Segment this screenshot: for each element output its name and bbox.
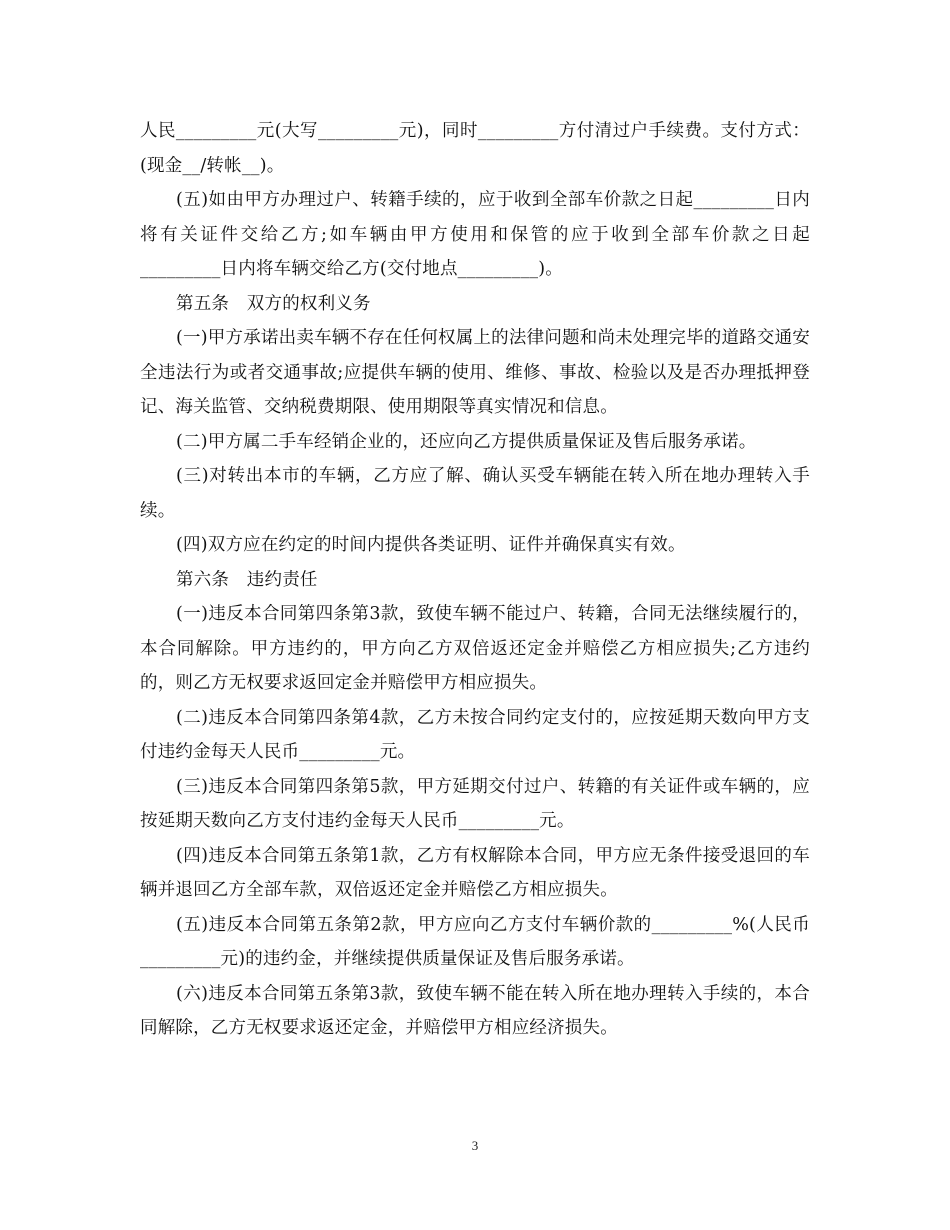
paragraph-clause-6-6: (六)违反本合同第五条第3款，致使车辆不能在转入所在地办理转入手续的，本合同解除，乙方无权要求返还定金，并赔偿甲方相应经济损失。 (140, 983, 810, 1038)
page-number: 3 (471, 1138, 479, 1153)
paragraph-clause-5-1: (一)甲方承诺出卖车辆不存在任何权属上的法律问题和尚未处理完毕的道路交通安全违法行为或者交通事故;应提供车辆的使用、维修、事故、检验以及是否办理抵押登记、海关监管、交纳税费期限、使用期限等真实情况和信息。 (140, 328, 810, 417)
paragraph-clause-6-2: (二)违反本合同第四条第4款，乙方未按合同约定支付的，应按延期天数向甲方支付违约金每天人民币_________元。 (140, 707, 810, 762)
paragraph-clause-6-1: (一)违反本合同第四条第3款，致使车辆不能过户、转籍，合同无法继续履行的，本合同解除。甲方违约的，甲方向乙方双倍返还定金并赔偿乙方相应损失;乙方违约的，则乙方无权要求返回定金并赔偿甲方相应损失。 (140, 604, 810, 693)
paragraph-clause-4-5: (五)如由甲方办理过户、转籍手续的，应于收到全部车价款之日起_________日内将有关证件交给乙方;如车辆由甲方使用和保管的应于收到全部车价款之日起_________日内将车辆交给乙方(交付地点_________)。 (140, 190, 810, 279)
paragraph-clause-6-3: (三)违反本合同第四条第5款，甲方延期交付过户、转籍的有关证件或车辆的，应按延期天数向乙方支付违约金每天人民币_________元。 (140, 776, 810, 831)
paragraph-clause-6-4: (四)违反本合同第五条第1款，乙方有权解除本合同，甲方应无条件接受退回的车辆并退回乙方全部车款，双倍返还定金并赔偿乙方相应损失。 (140, 845, 810, 900)
paragraph-clause-5-4: (四)双方应在约定的时间内提供各类证明、证件并确保真实有效。 (176, 535, 686, 555)
document-body (140, 114, 810, 1046)
paragraph-payment-continuation: 人民_________元(大写_________元)，同时_________方付清过户手续费。支付方式：(现金__/转帐__)。 (140, 121, 810, 176)
paragraph-clause-5-3: (三)对转出本市的车辆，乙方应了解、确认买受车辆能在转入所在地办理转入手续。 (140, 466, 810, 521)
article-6-heading: 第六条 违约责任 (176, 569, 318, 590)
article-5-heading: 第五条 双方的权利义务 (176, 293, 371, 314)
paragraph-clause-5-2: (二)甲方属二手车经销企业的，还应向乙方提供质量保证及售后服务承诺。 (176, 431, 757, 452)
paragraph-clause-6-5: (五)违反本合同第五条第2款，甲方应向乙方支付车辆价款的_________%(人民币_________元)的违约金，并继续提供质量保证及售后服务承诺。 (140, 914, 810, 969)
